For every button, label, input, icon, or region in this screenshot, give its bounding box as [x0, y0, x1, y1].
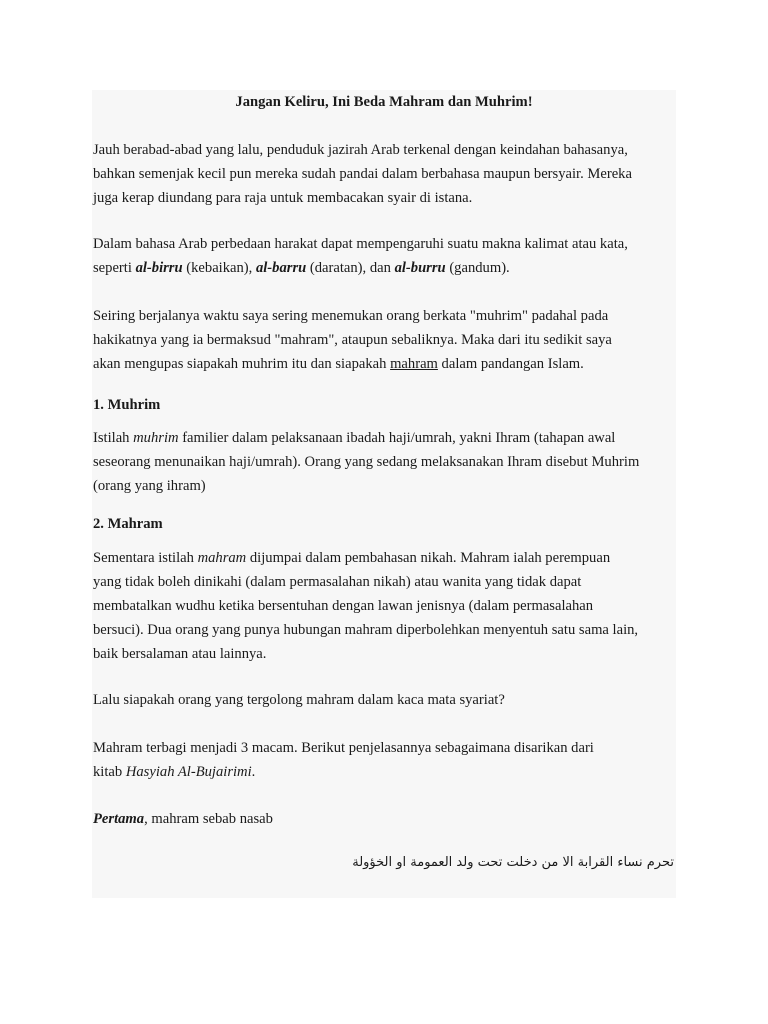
- intro-line-2: bahkan semenjak kecil pun mereka sudah pandai dalam berbahasa maupun bersyair. Mereka: [93, 166, 632, 182]
- question-line: Lalu siapakah orang yang tergolong mahram dalam kaca mata syariat?: [93, 692, 505, 708]
- book-title: Hasyiah Al-Bujairimi: [125, 764, 252, 780]
- muhrim-line-3: (orang yang ihram): [93, 478, 206, 494]
- mahram-line-4: bersuci). Dua orang yang punya hubungan mahram diperbolehkan menyentuh satu sama lain,: [93, 622, 639, 638]
- intro-line-1: Jauh berabad-abad yang lalu, penduduk jazirah Arab terkenal dengan keindahan bahasanya,: [93, 142, 628, 158]
- macam-line-2: kitab Hasyiah Al-Bujairimi.: [93, 764, 256, 780]
- mahram-line-2: yang tidak boleh dinikahi (dalam permasalahan nikah) atau wanita yang tidak dapat: [93, 574, 582, 590]
- document-title: Jangan Keliru, Ini Beda Mahram dan Muhrim!: [235, 94, 533, 110]
- mahram-link[interactable]: mahram: [390, 356, 438, 372]
- seiring-line-2: hakikatnya yang ia bermaksud "mahram", ataupun sebaliknya. Maka dari itu sedikit saya: [93, 332, 612, 348]
- macam-line-1: Mahram terbagi menjadi 3 macam. Berikut penjelasannya sebagaimana disarikan dari: [93, 740, 594, 756]
- term-al-birru: al-birru: [135, 260, 183, 276]
- section-heading-mahram: 2. Mahram: [93, 516, 163, 532]
- seiring-line-3: akan mengupas siapakah muhrim itu dan siapakah mahram dalam pandangan Islam.: [93, 356, 584, 372]
- arabic-text: تحرم نساء القرابة الا من دخلت تحت ولد العمومة او الخؤولة: [352, 855, 674, 870]
- harakat-line-1: Dalam bahasa Arab perbedaan harakat dapat mempengaruhi suatu makna kalimat atau kata,: [93, 236, 628, 252]
- intro-line-3: juga kerap diundang para raja untuk membacakan syair di istana.: [93, 190, 473, 206]
- pertama-line: Pertama, mahram sebab nasab: [93, 811, 273, 827]
- mahram-line-3: membatalkan wudhu ketika bersentuhan dengan lawan jenisnya (dalam permasalahan: [93, 598, 594, 614]
- section-heading-muhrim: 1. Muhrim: [93, 397, 161, 413]
- term-al-barru: al-barru: [255, 260, 307, 276]
- muhrim-line-1: Istilah muhrim familier dalam pelaksanaan ibadah haji/umrah, yakni Ihram (tahapan awal: [93, 430, 616, 446]
- term-al-burru: al-burru: [394, 260, 446, 276]
- document-page: [92, 90, 676, 898]
- harakat-line-2: seperti al-birru (kebaikan), al-barru (daratan), dan al-burru (gandum).: [93, 260, 510, 276]
- seiring-line-1: Seiring berjalanya waktu saya sering menemukan orang berkata "muhrim" padahal pada: [93, 308, 609, 324]
- muhrim-line-2: seseorang menunaikan haji/umrah). Orang yang sedang melaksanakan Ihram disebut Muhrim: [93, 454, 640, 470]
- mahram-line-5: baik bersalaman atau lainnya.: [93, 646, 267, 662]
- mahram-line-1: Sementara istilah mahram dijumpai dalam pembahasan nikah. Mahram ialah perempuan: [93, 550, 611, 566]
